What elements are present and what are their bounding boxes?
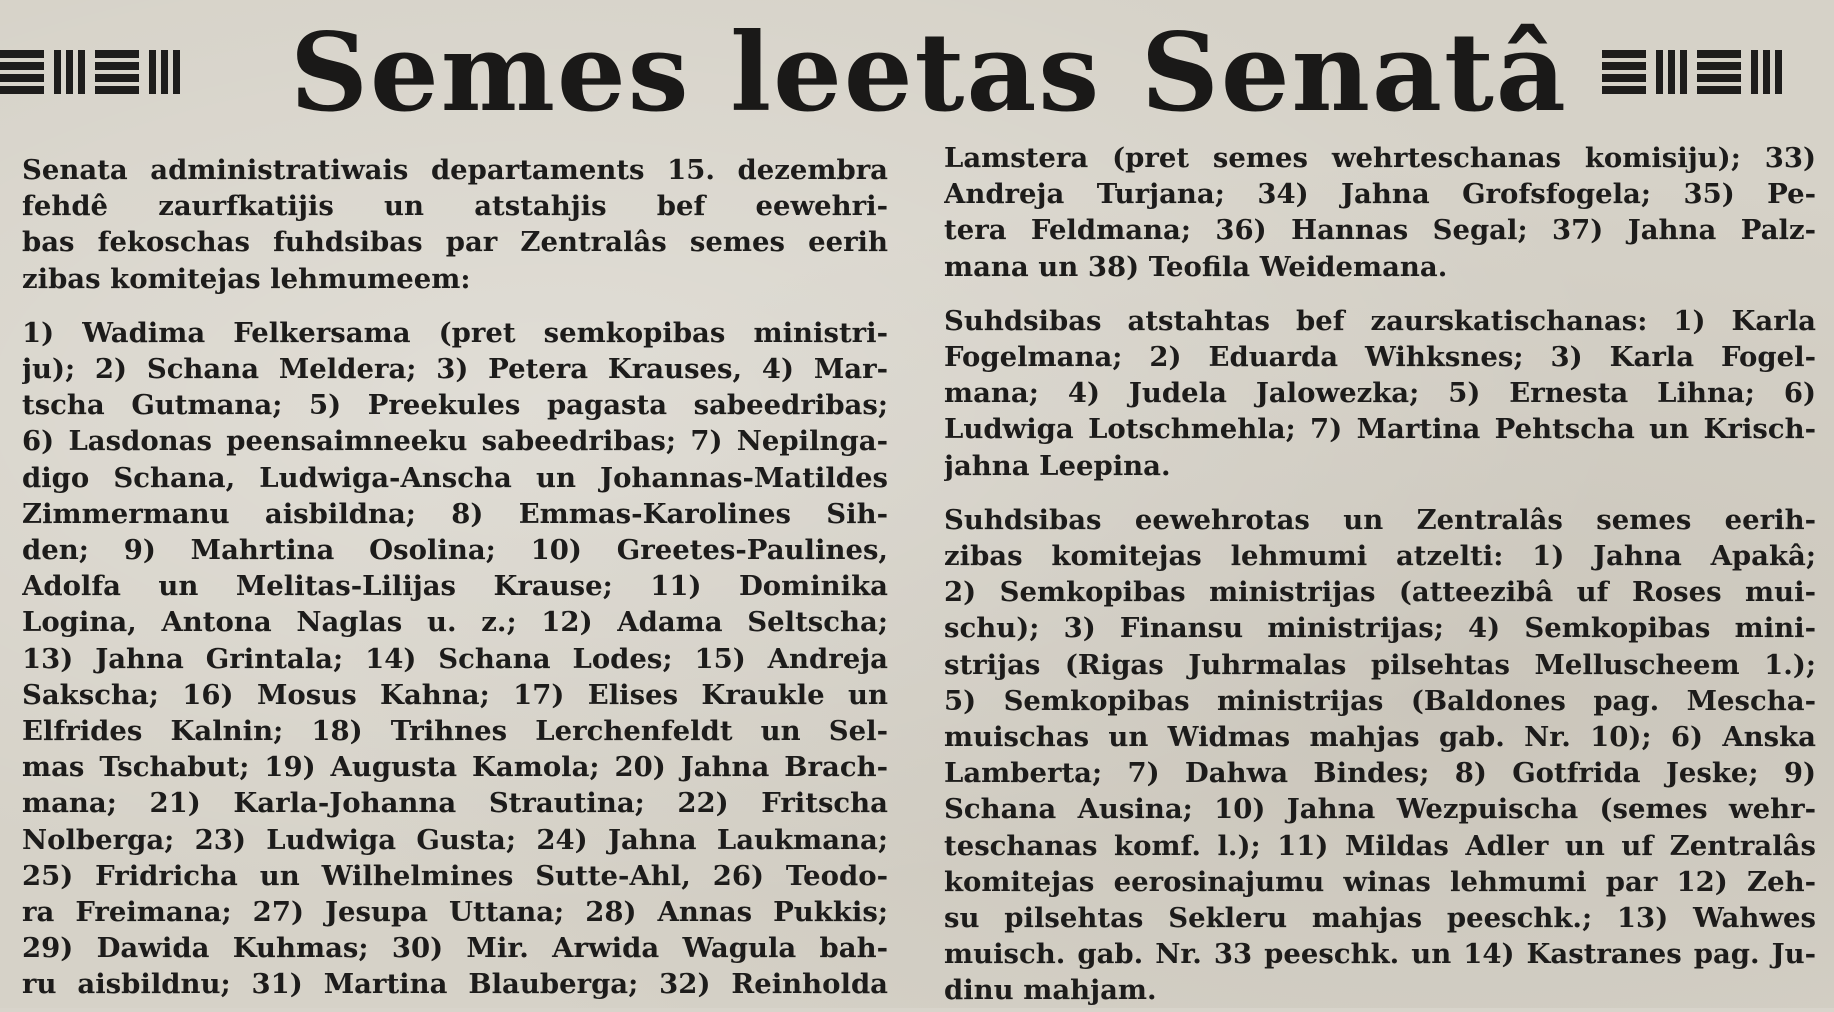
text-line: Senata administratiwais departaments 15. dezembra xyxy=(22,154,888,186)
text-line: Sakscha; 16) Mosus Kahna; 17) Elises Kraukle un xyxy=(22,678,888,711)
paragraph-dismissed xyxy=(944,303,1816,484)
text-line: Ludwiga Lotschmehla; 7) Martina Pehtscha un Krisch- xyxy=(944,413,1816,446)
text-line: ju); 2) Schana Meldera; 3) Petera Krauses, 4) Mar- xyxy=(22,353,888,386)
text-line: fehdê zaurfkatijis un atstahjis bef eewehri- xyxy=(22,190,888,223)
text-line: 1) Wadima Felkersama (pret semkopibas ministri- xyxy=(22,316,888,349)
text-line: teschanas komf. l.); 11) Mildas Adler un uf Zentralâs xyxy=(944,829,1816,862)
text-line: 5) Semkopibas ministrijas (Baldones pag. Mescha- xyxy=(944,684,1816,717)
text-line: komitejas eerosinajumu winas lehmumi par 12) Zeh- xyxy=(944,865,1816,898)
text-line: mana; 21) Karla-Johanna Strautina; 22) Fritscha xyxy=(22,787,888,820)
text-line: 2) Semkopibas ministrijas (atteezibâ uf Roses mui- xyxy=(944,576,1816,609)
text-line: digo Schana, Ludwiga-Anscha un Johannas-Matildes xyxy=(22,461,888,494)
text-line: ra Freimana; 27) Jesupa Uttana; 28) Annas Pukkis; xyxy=(22,896,888,929)
text-line: Lamstera (pret semes wehrteschanas komisiju); 33) xyxy=(944,142,1816,174)
text-line: den; 9) Mahrtina Osolina; 10) Greetes-Paulines, xyxy=(22,534,888,567)
text-line: dinu mahjam. xyxy=(944,974,1157,1007)
text-line: jahna Leepina. xyxy=(944,449,1171,482)
column-divider xyxy=(912,150,913,1000)
text-line: muischas un Widmas mahjas gab. Nr. 10); 6) Anska xyxy=(944,721,1816,754)
text-line: muisch. gab. Nr. 33 peeschk. un 14) Kastranes pag. Ju- xyxy=(944,938,1816,971)
text-line: zibas komitejas lehmumeem: xyxy=(22,262,471,295)
text-line: 25) Fridricha un Wilhelmines Sutte-Ahl, 26) Teodo- xyxy=(22,859,888,892)
text-line: zibas komitejas lehmumi atzelti: 1) Jahna Apakâ; xyxy=(944,540,1816,573)
text-line: 13) Jahna Grintala; 14) Schana Lodes; 15) Andreja xyxy=(22,642,888,675)
text-line: Lamberta; 7) Dahwa Bindes; 8) Gotfrida Jeske; 9) xyxy=(944,757,1816,790)
text-line: schu); 3) Finansu ministrijas; 4) Semkopibas mini- xyxy=(944,612,1816,645)
text-line: bas fekoschas fuhdsibas par Zentralâs semes eerih xyxy=(22,226,888,259)
text-line: strijas (Rigas Juhrmalas pilsehtas Melluscheem 1.); xyxy=(944,648,1816,681)
text-line: tera Feldmana; 36) Hannas Segal; 37) Jahna Palz- xyxy=(944,214,1816,247)
text-line: ru aisbildnu; 31) Martina Blauberga; 32) Reinholda xyxy=(22,968,888,1001)
text-line: Nolberga; 23) Ludwiga Gusta; 24) Jahna Laukmana; xyxy=(22,823,888,856)
text-line: mas Tschabut; 19) Augusta Kamola; 20) Jahna Brach- xyxy=(22,751,888,784)
text-line: Schana Ausina; 10) Jahna Wezpuischa (semes wehr- xyxy=(944,793,1816,826)
right-ornament-icon xyxy=(1602,44,1834,100)
text-column-left xyxy=(22,152,888,1012)
paragraph-list-left xyxy=(22,315,888,1003)
masthead xyxy=(0,4,1834,142)
paragraph-continued xyxy=(944,140,1816,285)
text-line: su pilsehtas Sekleru mahjas peeschk.; 13) Wahwes xyxy=(944,902,1816,935)
article-headline: Semes leetas Senatâ xyxy=(290,10,1568,136)
text-line: Adolfa un Melitas-Lilijas Krause; 11) Dominika xyxy=(22,570,888,603)
text-column-right xyxy=(944,140,1816,1007)
text-line: tscha Gutmana; 5) Preekules pagasta sabeedribas; xyxy=(22,389,888,422)
paragraph-upheld xyxy=(944,502,1816,1009)
text-line: Elfrides Kalnin; 18) Trihnes Lerchenfeldt un Sel- xyxy=(22,715,888,748)
text-line: mana; 4) Judela Jalowezka; 5) Ernesta Lihna; 6) xyxy=(944,377,1816,410)
text-line: Logina, Antona Naglas u. z.; 12) Adama Seltscha; xyxy=(22,606,888,639)
left-ornament-icon xyxy=(0,44,210,100)
paragraph-intro xyxy=(22,152,888,297)
text-line: Andreja Turjana; 34) Jahna Grofsfogela; 35) Pe- xyxy=(944,178,1816,211)
text-line: Zimmermanu aisbildna; 8) Emmas-Karolines Sih- xyxy=(22,497,888,530)
text-line: mana un 38) Teofila Weidemana. xyxy=(944,250,1448,283)
text-line: Suhdsibas eewehrotas un Zentralâs semes eerih- xyxy=(944,503,1816,536)
text-line: 29) Dawida Kuhmas; 30) Mir. Arwida Wagula bah- xyxy=(22,932,888,965)
text-line: 6) Lasdonas peensaimneeku sabeedribas; 7) Nepilnga- xyxy=(22,425,888,458)
text-line: Suhdsibas atstahtas bef zaurskatischanas: 1) Karla xyxy=(944,304,1816,337)
text-line: Fogelmana; 2) Eduarda Wihksnes; 3) Karla Fogel- xyxy=(944,341,1816,374)
